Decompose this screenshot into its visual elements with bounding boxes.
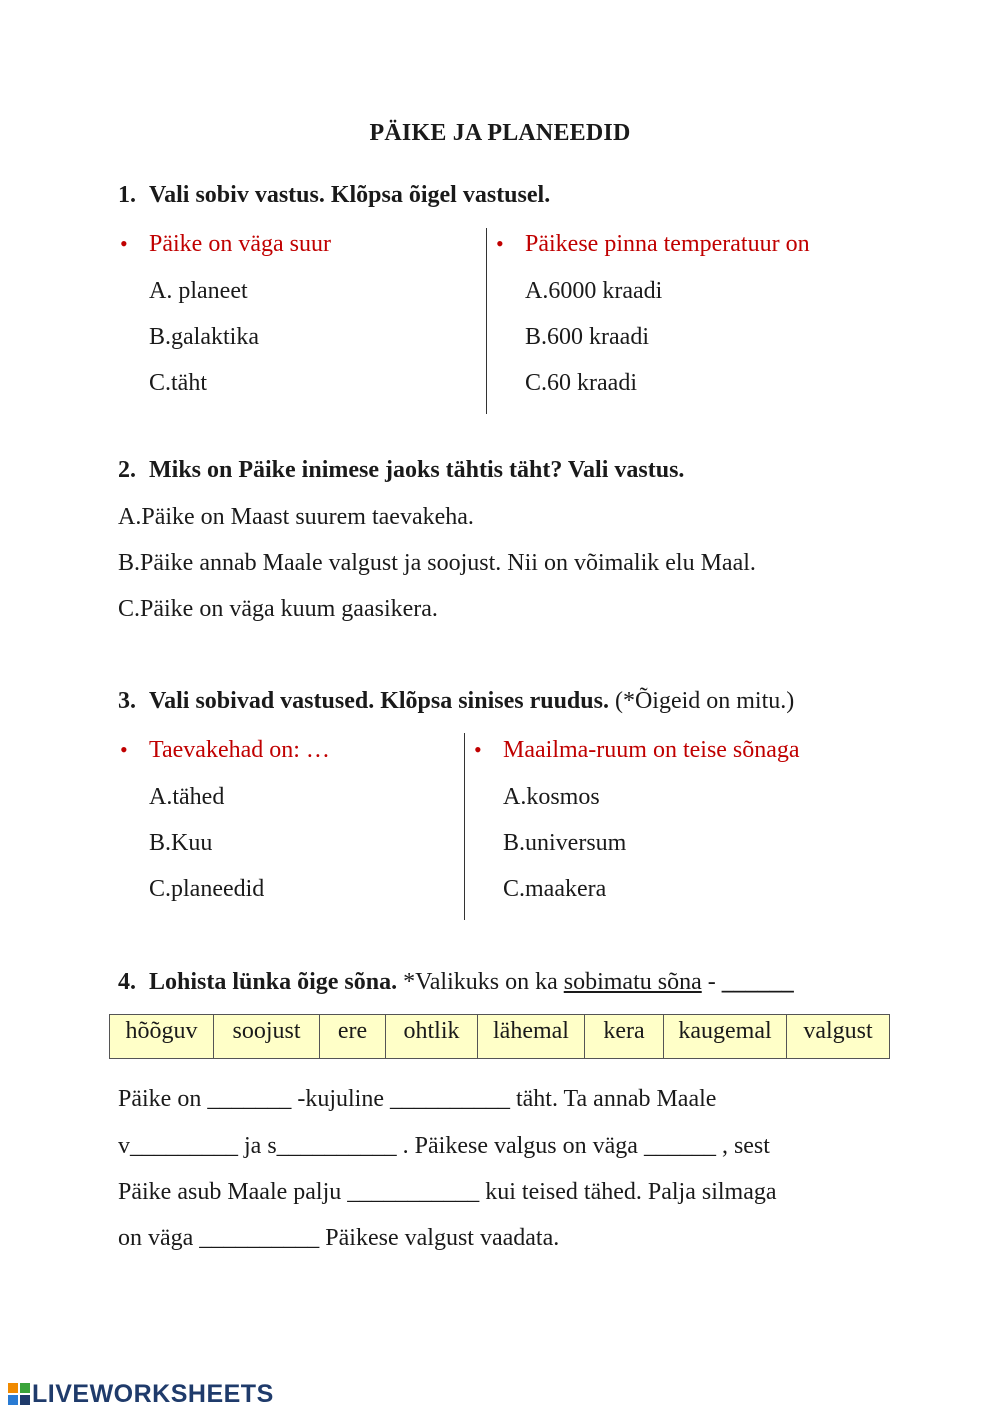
option-text: täht xyxy=(171,370,208,396)
q1-right-prompt xyxy=(496,231,810,258)
q3-left-option-c[interactable] xyxy=(149,876,264,903)
option-text: Kuu xyxy=(171,830,213,856)
option-letter: C. xyxy=(525,370,548,396)
q2-option-b[interactable] xyxy=(118,550,756,577)
option-text: Päike annab Maale valgust ja soojust. Nii on võimalik elu Maal. xyxy=(140,550,756,576)
q4-text-line-3: Päike asub Maale palju ___________ kui teised tähed. Palja silmaga xyxy=(118,1179,777,1205)
q3-right-option-c[interactable] xyxy=(503,876,606,903)
q1-left-option-c[interactable] xyxy=(149,370,207,397)
word-chip[interactable]: valgust xyxy=(787,1015,890,1059)
option-text: planeet xyxy=(178,278,248,304)
option-letter: C. xyxy=(118,596,141,622)
liveworksheets-mark-icon xyxy=(8,1383,30,1405)
option-text: 60 kraadi xyxy=(547,370,637,396)
word-chip[interactable]: hõõguv xyxy=(110,1015,214,1059)
word-chip[interactable]: soojust xyxy=(214,1015,320,1059)
option-letter: B. xyxy=(149,830,172,856)
option-letter: C. xyxy=(503,876,526,902)
q1-heading-text: Vali sobiv vastus. Klõpsa õigel vastusel. xyxy=(149,182,551,208)
q2-heading xyxy=(118,457,684,484)
q4-text-line-2: v_________ ja s__________ . Päikese valgus on väga ______ , sest xyxy=(118,1133,770,1159)
option-letter: A. xyxy=(149,278,173,304)
q3-left-prompt xyxy=(120,737,330,764)
option-text: 6000 kraadi xyxy=(548,278,663,304)
q2-option-a[interactable] xyxy=(118,504,474,531)
bullet-icon: • xyxy=(474,737,482,762)
q3-heading xyxy=(118,688,794,715)
q3-right-option-b[interactable] xyxy=(503,830,626,857)
option-letter: C. xyxy=(149,876,172,902)
liveworksheets-logo[interactable] xyxy=(8,1380,274,1409)
q3-number: 3. xyxy=(118,688,136,714)
option-letter: B. xyxy=(503,830,526,856)
option-letter: B. xyxy=(149,324,172,350)
option-letter: A. xyxy=(503,784,527,810)
option-letter: C. xyxy=(149,370,172,396)
q2-number: 2. xyxy=(118,457,136,483)
word-chip[interactable]: lähemal xyxy=(478,1015,585,1059)
word-chip[interactable]: ohtlik xyxy=(386,1015,478,1059)
q3-left-option-a[interactable] xyxy=(149,784,224,811)
option-text: tähed xyxy=(172,784,225,810)
option-text: universum xyxy=(525,830,627,856)
q2-option-c[interactable] xyxy=(118,596,438,623)
word-chip[interactable]: kera xyxy=(585,1015,664,1059)
option-letter: A. xyxy=(525,278,549,304)
q1-right-option-c[interactable] xyxy=(525,370,637,397)
q3-right-option-a[interactable] xyxy=(503,784,600,811)
q3-note: (*Õigeid on mitu.) xyxy=(614,688,795,714)
q4-heading xyxy=(118,969,794,996)
word-chip[interactable]: kaugemal xyxy=(664,1015,787,1059)
q1-right-prompt-text: Päikese pinna temperatuur on xyxy=(525,231,810,257)
bullet-icon: • xyxy=(120,737,128,762)
q1-left-prompt xyxy=(120,231,331,258)
option-text: galaktika xyxy=(171,324,259,350)
option-text: maakera xyxy=(525,876,607,902)
option-text: Päike on väga kuum gaasikera. xyxy=(140,596,438,622)
q1-left-prompt-text: Päike on väga suur xyxy=(149,231,331,257)
option-letter: B. xyxy=(118,550,141,576)
q1-right-option-b[interactable] xyxy=(525,324,649,351)
option-text: kosmos xyxy=(526,784,600,810)
column-divider xyxy=(464,733,465,920)
q4-text-line-1: Päike on _______ -kujuline __________ täht. Ta annab Maale xyxy=(118,1086,717,1112)
q3-right-prompt-text: Maailma-ruum on teise sõnaga xyxy=(503,737,800,763)
option-letter: B. xyxy=(525,324,548,350)
q3-left-prompt-text: Taevakehad on: … xyxy=(149,737,330,763)
q4-note-prefix: *Valikuks on ka xyxy=(403,969,558,995)
q4-note-underlined: sobimatu sõna xyxy=(563,969,702,995)
q3-left-option-b[interactable] xyxy=(149,830,212,857)
q4-heading-text: Lohista lünka õige sõna. xyxy=(149,969,398,995)
bullet-icon: • xyxy=(120,231,128,256)
q3-right-prompt xyxy=(474,737,800,764)
q1-left-option-a[interactable] xyxy=(149,278,248,305)
q1-left-option-b[interactable] xyxy=(149,324,259,351)
option-letter: A. xyxy=(149,784,173,810)
q3-heading-text: Vali sobivad vastused. Klõpsa sinises ruudus. xyxy=(149,688,609,714)
page-title: PÄIKE JA PLANEEDID xyxy=(369,120,631,146)
option-letter: A. xyxy=(118,504,142,530)
q2-heading-text: Miks on Päike inimese jaoks tähtis täht? Vali vastus. xyxy=(149,457,685,483)
q4-text-line-4: on väga __________ Päikese valgust vaadata. xyxy=(118,1225,560,1251)
q1-heading xyxy=(118,182,550,209)
q4-note-blank: ______ xyxy=(721,969,794,995)
option-text: planeedid xyxy=(171,876,265,902)
word-chip[interactable]: ere xyxy=(320,1015,386,1059)
option-text: 600 kraadi xyxy=(547,324,649,350)
bullet-icon: • xyxy=(496,231,504,256)
q4-note-suffix: - xyxy=(707,969,716,995)
column-divider xyxy=(486,228,487,414)
q4-number: 4. xyxy=(118,969,136,995)
option-text: Päike on Maast suurem taevakeha. xyxy=(141,504,474,530)
q1-right-option-a[interactable] xyxy=(525,278,662,305)
logo-text: LIVEWORKSHEETS xyxy=(32,1380,274,1408)
word-bank xyxy=(109,1014,890,1059)
q1-number: 1. xyxy=(118,182,136,208)
